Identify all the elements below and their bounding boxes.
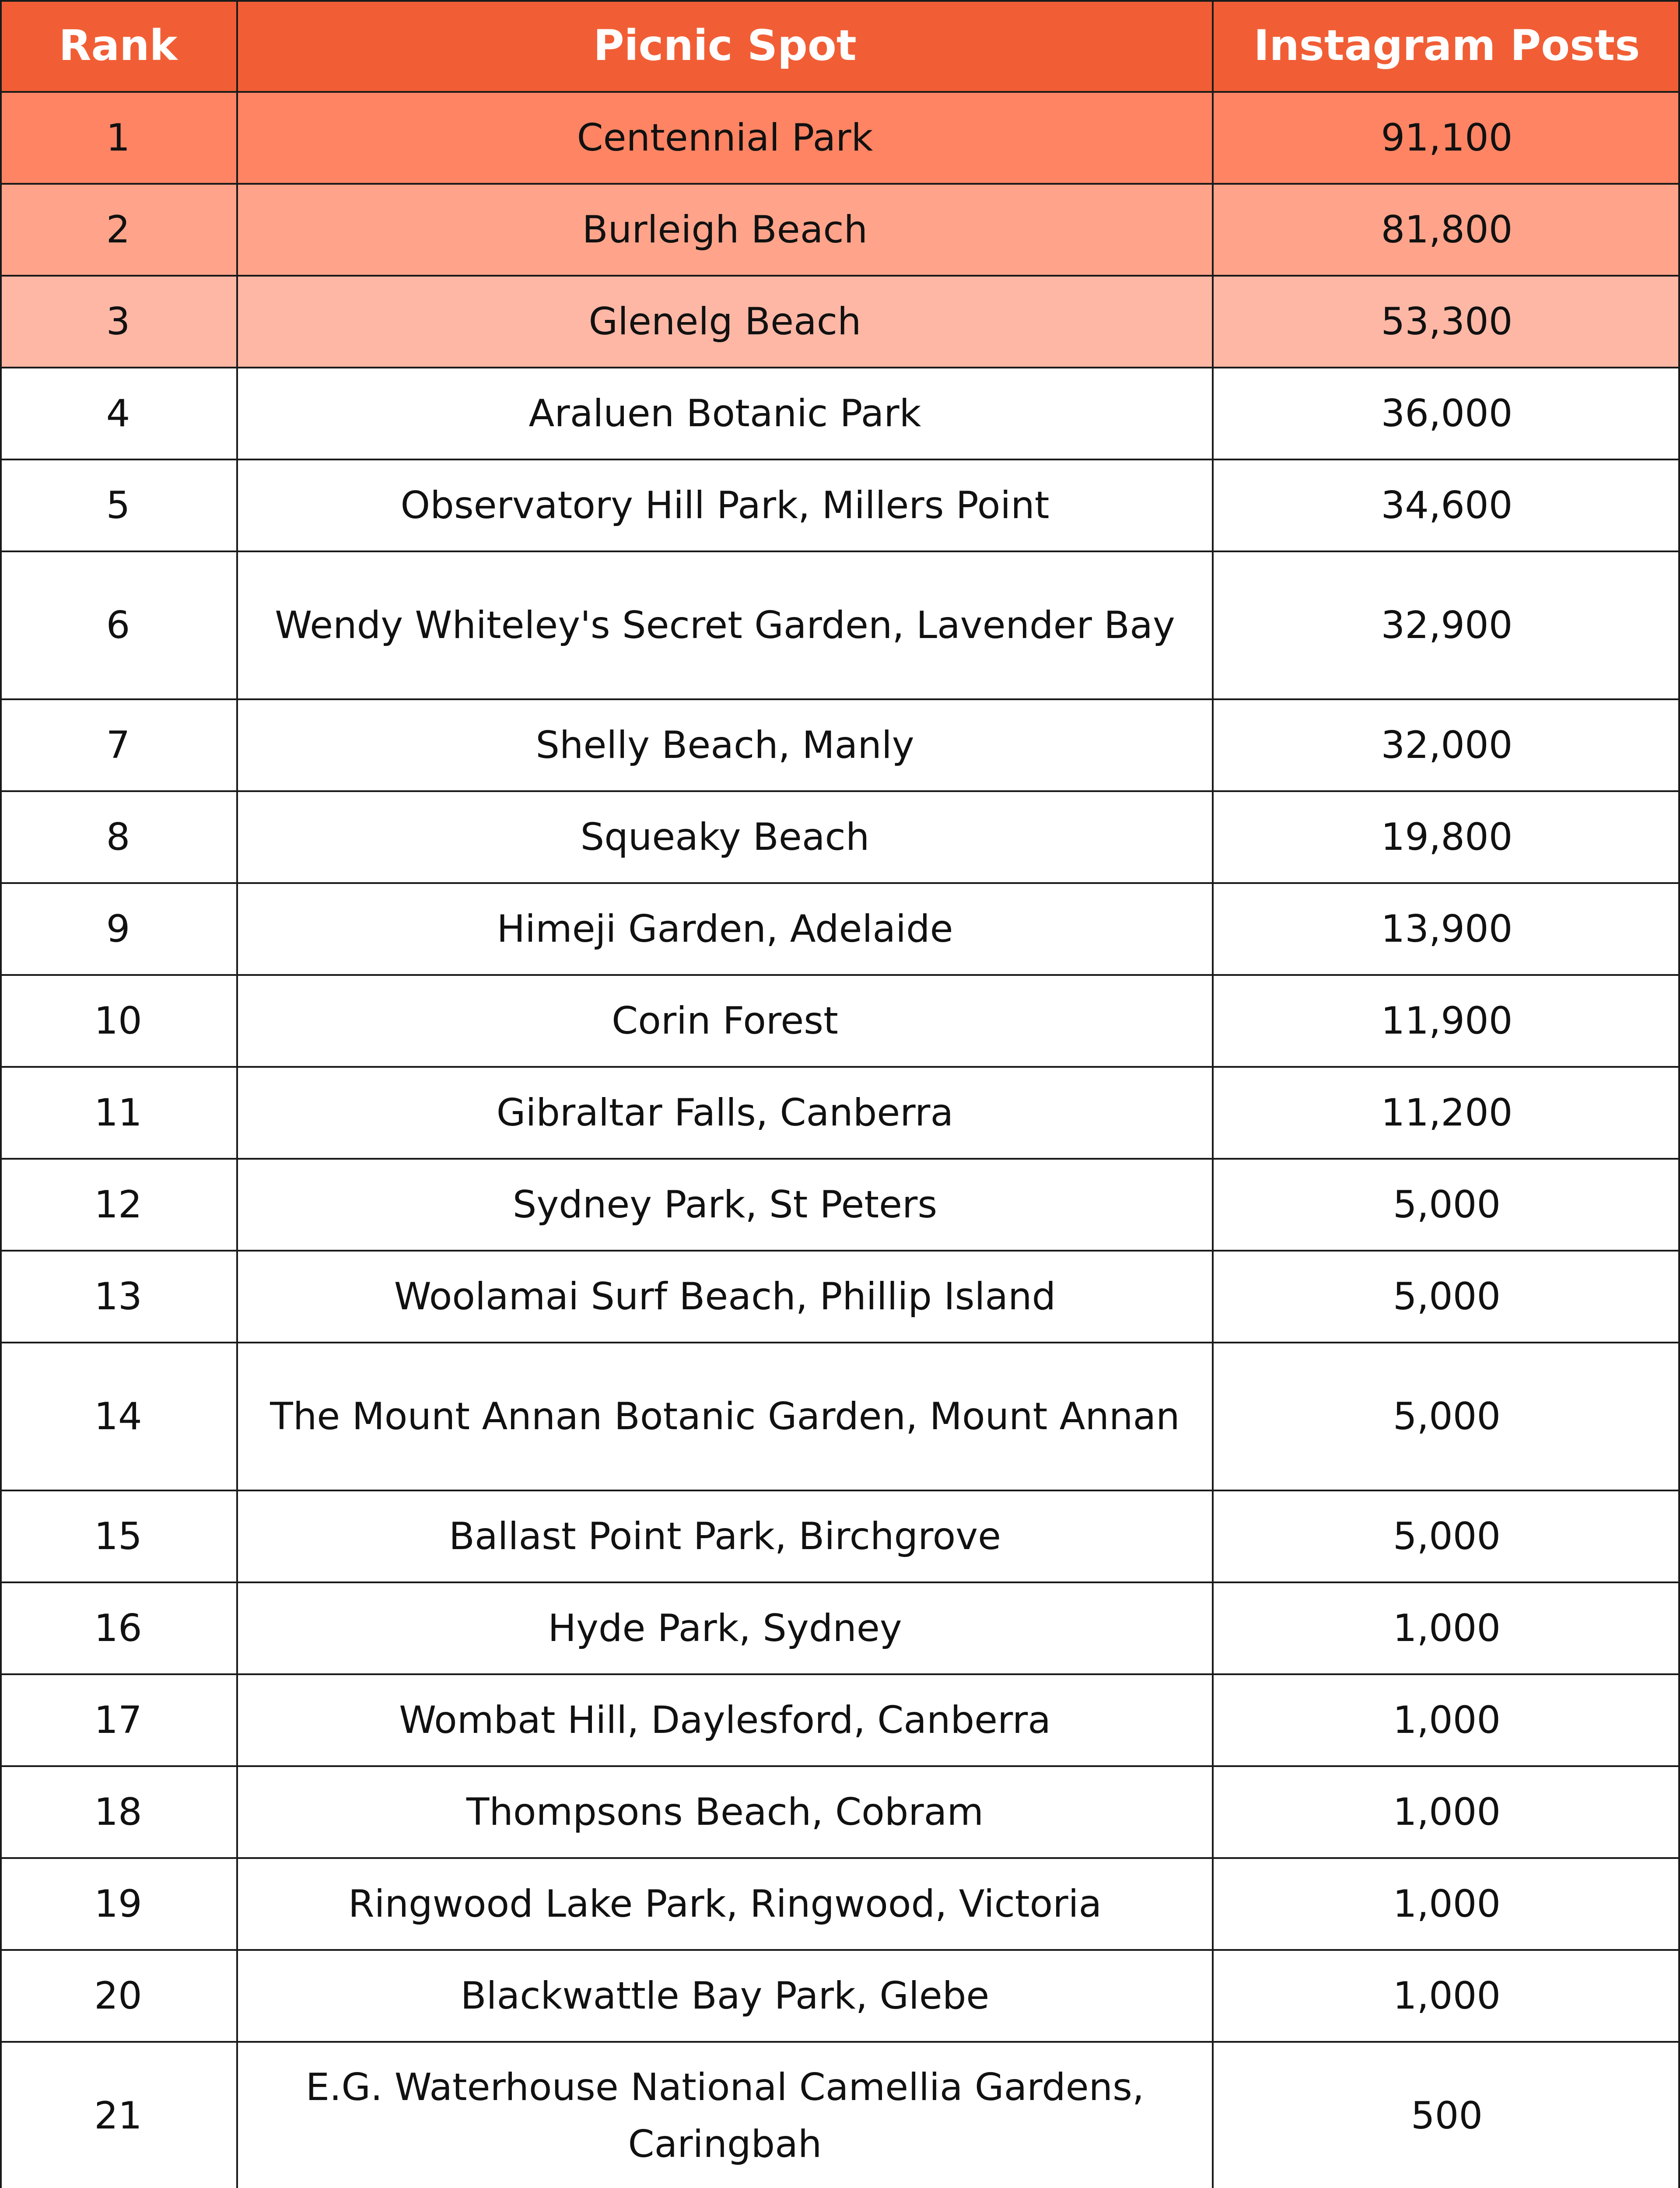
picnic-spot-cell: Wombat Hill, Daylesford, Canberra — [236, 1675, 1212, 1765]
rank-cell: 4 — [106, 392, 130, 435]
instagram-posts-cell: 36,000 — [1212, 368, 1680, 459]
instagram-posts-cell: 34,600 — [1212, 460, 1680, 551]
rank-cell: 17 — [94, 1698, 142, 1742]
header-instagram-posts: Instagram Posts — [1212, 0, 1680, 91]
table-row — [0, 1160, 1680, 1252]
picnic-spot-cell: Burleigh Beach — [236, 185, 1212, 275]
rank-cell: 21 — [94, 2094, 142, 2138]
rank-cell: 9 — [106, 907, 130, 951]
picnic-spot-cell: Ballast Point Park, Birchgrove — [236, 1491, 1212, 1581]
instagram-posts-cell: 91,100 — [1212, 93, 1680, 183]
rank-cell: 15 — [94, 1515, 142, 1558]
picnic-spot-cell: The Mount Annan Botanic Garden, Mount Annan — [236, 1343, 1212, 1490]
instagram-posts-cell: 1,000 — [1212, 1583, 1680, 1673]
picnic-spot-cell: Araluen Botanic Park — [236, 368, 1212, 459]
rank-cell: 6 — [106, 603, 130, 647]
instagram-posts-cell: 32,000 — [1212, 700, 1680, 790]
table-row — [0, 1583, 1680, 1675]
table-row — [0, 1491, 1680, 1583]
table-row — [0, 1951, 1680, 2043]
table-row — [0, 1675, 1680, 1767]
rank-cell: 3 — [106, 300, 130, 344]
rank-cell: 8 — [106, 815, 130, 859]
rank-cell: 19 — [94, 1882, 142, 1926]
rank-cell: 7 — [106, 723, 130, 767]
header-picnic-spot: Picnic Spot — [236, 0, 1212, 91]
picnic-spot-cell: Centennial Park — [236, 93, 1212, 183]
picnic-spot-cell: Blackwattle Bay Park, Glebe — [236, 1951, 1212, 2041]
instagram-posts-cell: 1,000 — [1212, 1859, 1680, 1949]
instagram-posts-cell: 5,000 — [1212, 1160, 1680, 1250]
instagram-posts-cell: 19,800 — [1212, 792, 1680, 882]
picnic-spot-cell: Woolamai Surf Beach, Phillip Island — [236, 1252, 1212, 1342]
rank-cell: 10 — [94, 999, 142, 1043]
instagram-posts-cell: 5,000 — [1212, 1491, 1680, 1581]
instagram-posts-cell: 1,000 — [1212, 1675, 1680, 1765]
rank-cell: 5 — [106, 484, 130, 527]
rank-cell: 11 — [94, 1091, 142, 1135]
table-row — [0, 700, 1680, 792]
rank-cell: 2 — [106, 208, 130, 252]
rank-cell: 14 — [94, 1395, 142, 1438]
picnic-spot-cell: E.G. Waterhouse National Camellia Gardens, Caringbah — [236, 2043, 1212, 2188]
instagram-posts-cell: 32,900 — [1212, 552, 1680, 698]
picnic-spot-cell: Shelly Beach, Manly — [236, 700, 1212, 790]
instagram-posts-cell: 53,300 — [1212, 277, 1680, 367]
picnic-spot-cell: Himeji Garden, Adelaide — [236, 884, 1212, 974]
table-row — [0, 792, 1680, 884]
picnic-spot-cell: Hyde Park, Sydney — [236, 1583, 1212, 1673]
table-row — [0, 884, 1680, 976]
picnic-spot-cell: Ringwood Lake Park, Ringwood, Victoria — [236, 1859, 1212, 1949]
table-row — [0, 2043, 1680, 2188]
table-row — [0, 1252, 1680, 1343]
picnic-spot-cell: Gibraltar Falls, Canberra — [236, 1068, 1212, 1158]
table-row — [0, 277, 1680, 368]
picnic-spot-cell: Sydney Park, St Peters — [236, 1160, 1212, 1250]
instagram-posts-cell: 1,000 — [1212, 1767, 1680, 1857]
table-row — [0, 552, 1680, 700]
rank-cell: 13 — [94, 1275, 142, 1318]
rank-cell: 16 — [94, 1606, 142, 1650]
table-row — [0, 93, 1680, 185]
picnic-spot-cell: Thompsons Beach, Cobram — [236, 1767, 1212, 1857]
table-row — [0, 976, 1680, 1068]
rank-cell: 20 — [94, 1974, 142, 2018]
instagram-posts-cell: 1,000 — [1212, 1951, 1680, 2041]
rank-cell: 1 — [106, 116, 130, 160]
instagram-posts-cell: 5,000 — [1212, 1343, 1680, 1490]
table-row — [0, 368, 1680, 460]
rank-cell: 12 — [94, 1183, 142, 1227]
table-row — [0, 460, 1680, 552]
instagram-posts-cell: 11,900 — [1212, 976, 1680, 1066]
picnic-spot-cell: Wendy Whiteley's Secret Garden, Lavender Bay — [236, 552, 1212, 698]
instagram-posts-cell: 11,200 — [1212, 1068, 1680, 1158]
instagram-posts-cell: 5,000 — [1212, 1252, 1680, 1342]
picnic-spot-cell: Squeaky Beach — [236, 792, 1212, 882]
instagram-posts-cell: 500 — [1212, 2043, 1680, 2188]
table-row — [0, 1767, 1680, 1859]
table-row — [0, 185, 1680, 277]
table-row — [0, 1859, 1680, 1951]
picnic-spot-cell: Glenelg Beach — [236, 277, 1212, 367]
table-header-row — [0, 0, 1680, 93]
header-rank: Rank — [59, 21, 178, 70]
instagram-posts-cell: 81,800 — [1212, 185, 1680, 275]
table-row — [0, 1068, 1680, 1160]
table-row — [0, 1343, 1680, 1491]
picnic-spot-cell: Observatory Hill Park, Millers Point — [236, 460, 1212, 551]
rank-cell: 18 — [94, 1790, 142, 1834]
picnic-spot-cell: Corin Forest — [236, 976, 1212, 1066]
instagram-posts-cell: 13,900 — [1212, 884, 1680, 974]
